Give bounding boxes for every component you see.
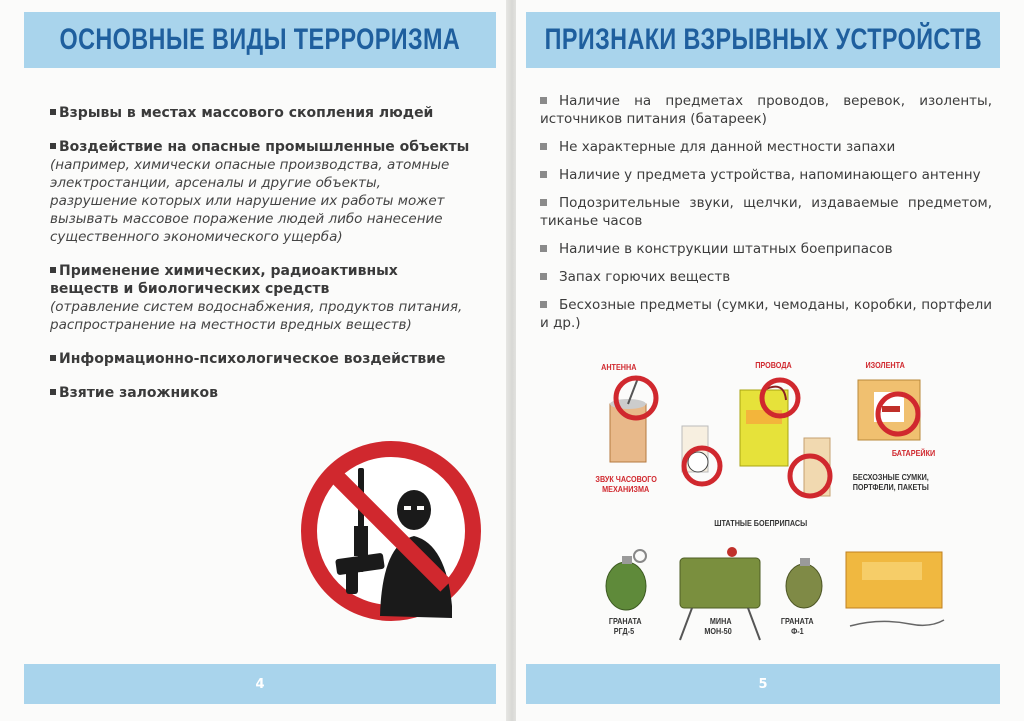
list-item: Запах горючих веществ	[540, 268, 992, 286]
ownerless-caption-1: БЕСХОЗНЫЕ СУМКИ,	[852, 472, 929, 482]
antenna-caption: АНТЕННА	[601, 362, 637, 372]
list-item	[50, 104, 470, 122]
bullet-square-icon	[540, 143, 547, 150]
grenade-rgd5-caption-2: РГД-5	[613, 626, 635, 636]
bag-icon	[784, 432, 844, 502]
list-item	[50, 384, 470, 402]
grenade-rgd5-caption-1: ГРАНАТА	[608, 616, 642, 626]
item-note: (отравление систем водоснабжения, продуктов питания, распространение на местности вредных веществ)	[50, 299, 463, 333]
no-terrorism-sign-icon	[296, 436, 486, 626]
bullet-square-icon	[50, 389, 56, 395]
right-footer-band	[526, 664, 1000, 704]
bullet-square-icon	[540, 171, 547, 178]
grenade-rgd5-icon	[600, 546, 656, 614]
list-item	[50, 262, 470, 334]
item-heading: Информационно-психологическое воздействие	[59, 351, 446, 367]
page-number: 5	[758, 676, 768, 692]
clock-sound-caption-2: МЕХАНИЗМА	[602, 484, 650, 494]
taped-box-icon	[852, 372, 932, 452]
bullet-square-icon	[50, 143, 56, 149]
bullet-square-icon	[50, 355, 56, 361]
list-item: Бесхозные предметы (сумки, чемоданы, коробки, портфели и др.)	[540, 297, 992, 331]
bullet-square-icon	[50, 267, 56, 273]
tape-caption: ИЗОЛЕНТА	[865, 360, 905, 370]
munitions-title: ШТАТНЫЕ БОЕПРИПАСЫ	[714, 518, 808, 528]
list-item: Наличие на предметах проводов, веревок, изоленты, источников питания (батареек)	[540, 93, 992, 127]
bullet-square-icon	[540, 199, 547, 206]
item-note: (например, химически опасные производства, атомные электростанции, арсеналы и другие объекты, разрушение которых или нарушение их работы может вызывать массовое поражение людей либо нанесение существенного экономического ущерба)	[50, 157, 450, 245]
bullet-square-icon	[540, 97, 547, 104]
page-number: 4	[255, 676, 265, 692]
mine-caption-2: МОН-50	[704, 626, 732, 636]
bullet-square-icon	[50, 109, 56, 115]
left-page-title: ОСНОВНЫЕ ВИДЫ ТЕРРОРИЗМА	[59, 23, 461, 56]
bullet-square-icon	[540, 245, 547, 252]
grenade-f1-caption-1: ГРАНАТА	[780, 616, 814, 626]
list-item: Наличие у предмета устройства, напоминающего антенну	[540, 166, 992, 184]
left-page	[0, 0, 508, 721]
right-header-band	[526, 12, 1000, 68]
bullet-square-icon	[540, 301, 547, 308]
left-footer-band	[24, 664, 496, 704]
item-heading: Взрывы в местах массового скопления людей	[59, 105, 434, 121]
list-item: Наличие в конструкции штатных боеприпасов	[540, 240, 992, 258]
clock-icon	[674, 420, 734, 490]
list-item	[50, 138, 470, 246]
explosive-block-icon	[840, 548, 950, 638]
wires-caption: ПРОВОДА	[755, 360, 792, 370]
item-heading: Взятие заложников	[59, 385, 218, 401]
grenade-f1-caption-2: Ф-1	[791, 626, 804, 636]
mine-caption-1: МИНА	[709, 616, 732, 626]
terrorism-types-list	[50, 104, 470, 418]
list-item	[50, 350, 470, 368]
bullet-square-icon	[540, 273, 547, 280]
grenade-f1-icon	[776, 548, 836, 614]
left-header-band	[24, 12, 496, 68]
right-page-title: ПРИЗНАКИ ВЗРЫВНЫХ УСТРОЙСТВ	[544, 23, 982, 56]
list-item: Не характерные для данной местности запахи	[540, 138, 992, 156]
clock-sound-caption-1: ЗВУК ЧАСОВОГО	[595, 474, 657, 484]
item-heading: Применение химических, радиоактивных веществ и биологических средств	[50, 263, 398, 297]
ownerless-caption-2: ПОРТФЕЛИ, ПАКЕТЫ	[852, 482, 929, 492]
list-item: Подозрительные звуки, щелчки, издаваемые предметом, тиканье часов	[540, 195, 992, 229]
item-heading: Воздействие на опасные промышленные объекты	[59, 139, 470, 155]
explosive-signs-list	[540, 92, 992, 342]
antenna-can-icon	[600, 374, 670, 464]
batteries-caption: БАТАРЕЙКИ	[891, 448, 936, 458]
